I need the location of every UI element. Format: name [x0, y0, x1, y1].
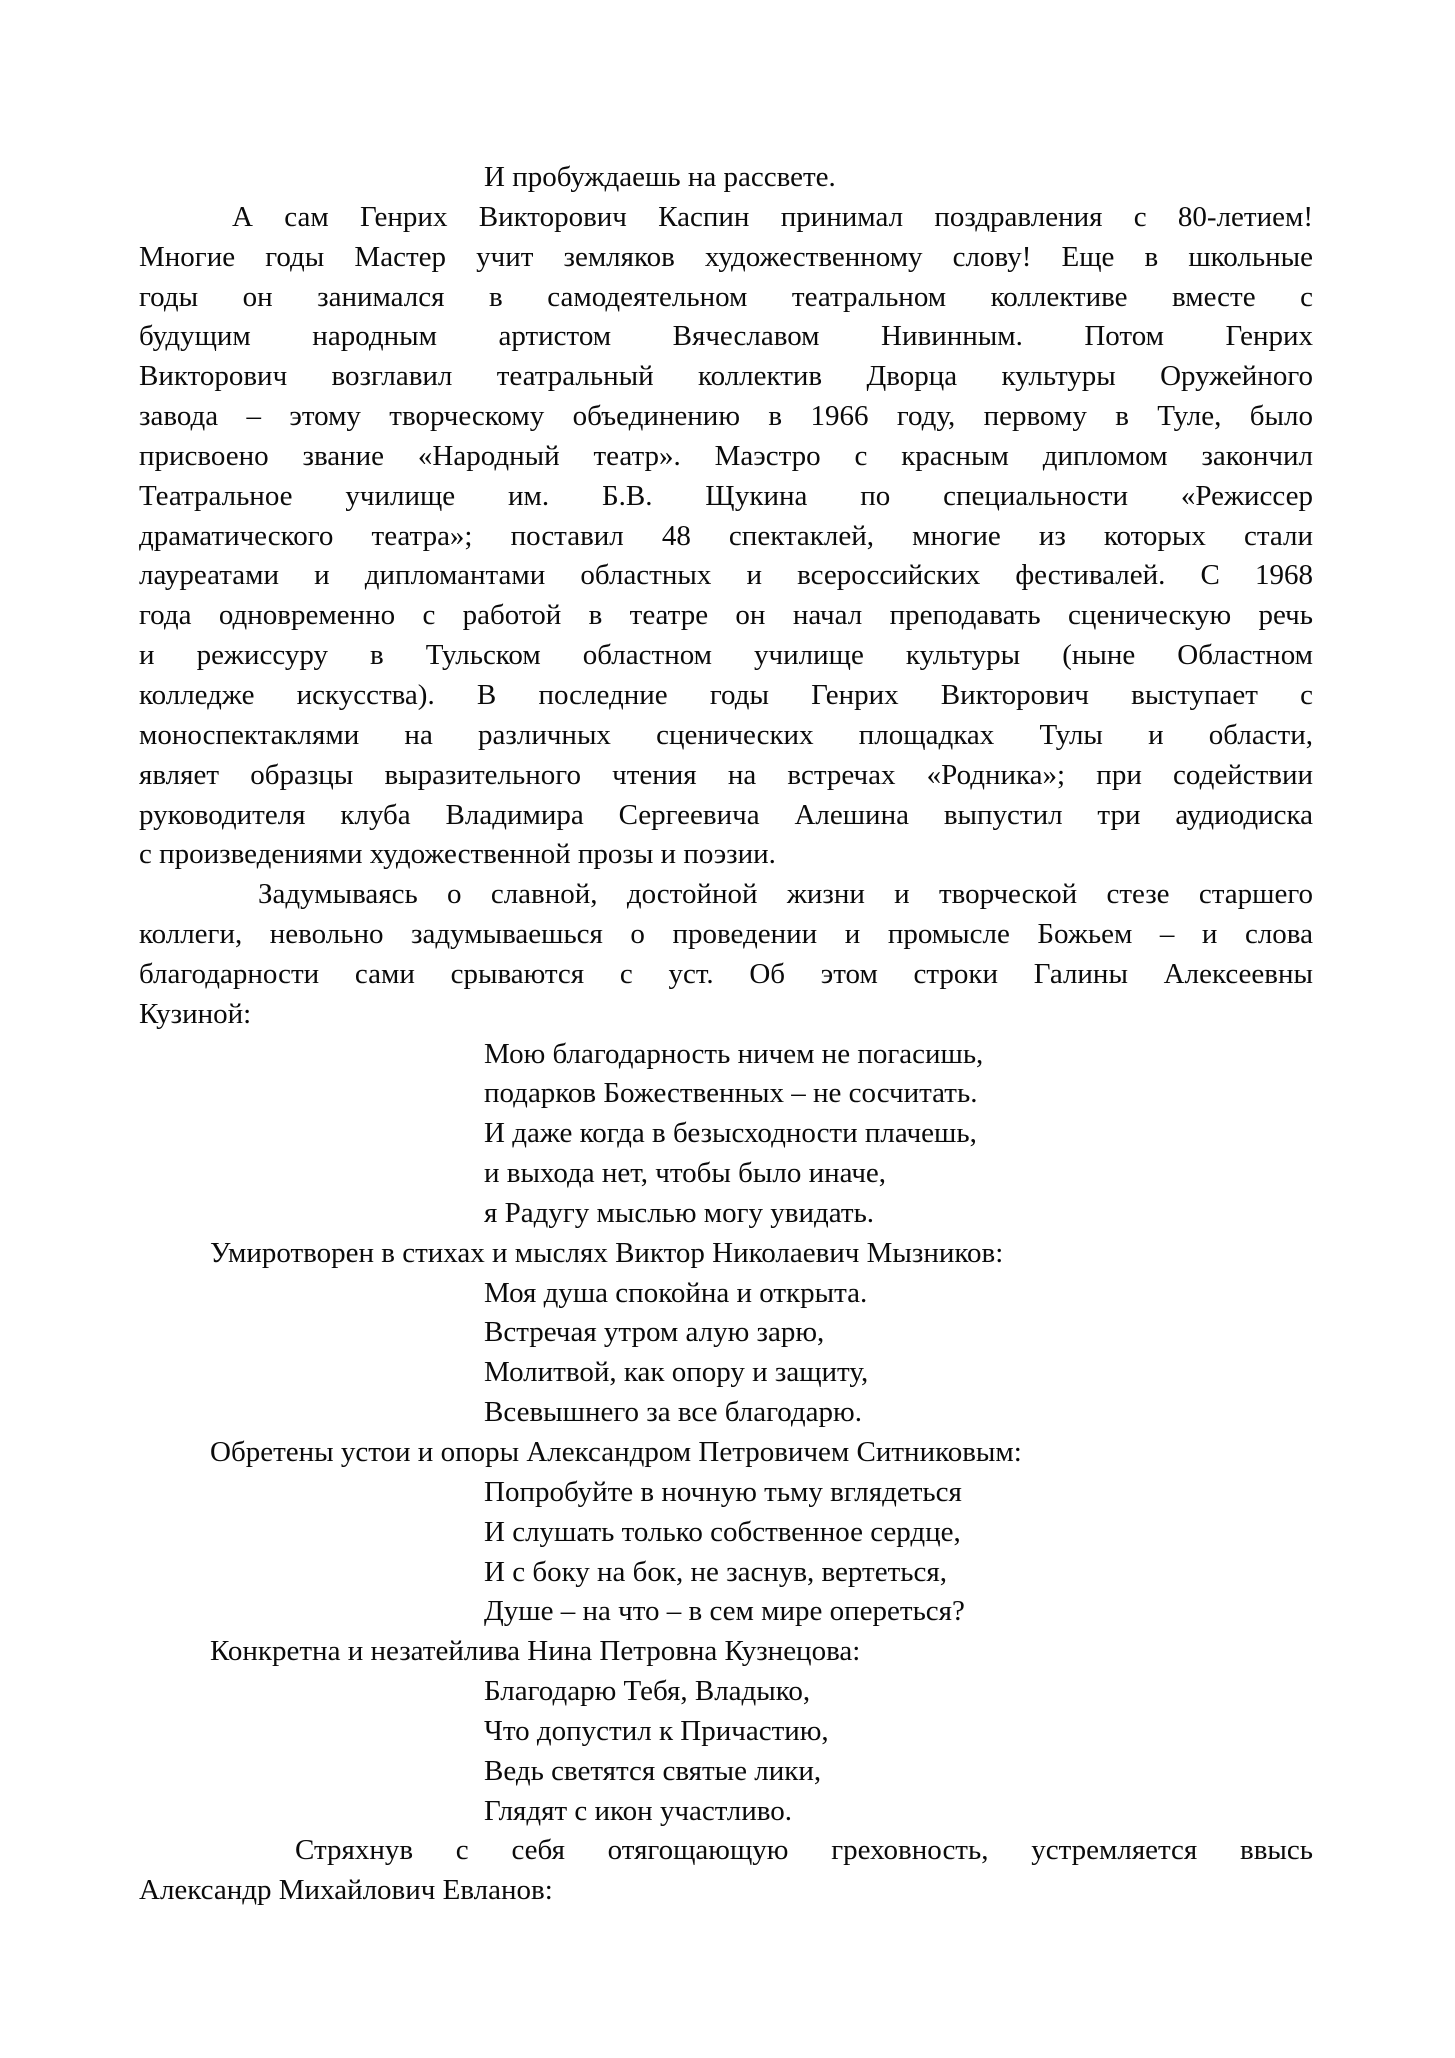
text-line: Мою благодарность ничем не погасишь,	[484, 1037, 984, 1070]
text-line: Душе – на что – в сем мире опереться?	[484, 1595, 965, 1628]
text-line: благодарности сами срываются с уст. Об этом строки Галины Алексеевны	[139, 957, 1313, 990]
text-line: Викторович возглавил театральный коллектив Дворца культуры Оружейного	[139, 360, 1313, 393]
text-line: и режиссуру в Тульском областном училище культуры (ныне Областном	[139, 639, 1313, 672]
text-line: я Радугу мыслью могу увидать.	[484, 1196, 875, 1229]
text-line: колледже искусства). В последние годы Генрих Викторович выступает с	[139, 678, 1313, 711]
text-line: Умиротворен в стихах и мыслях Виктор Николаевич Мызников:	[210, 1236, 1004, 1269]
text-line: Ведь светятся святые лики,	[484, 1754, 822, 1787]
text-line: Театральное училище им. Б.В. Щукина по специальности «Режиссер	[139, 479, 1313, 512]
text-line: Глядят с икон участливо.	[484, 1794, 792, 1827]
text-line: годы он занимался в самодеятельном театральном коллективе вместе с	[139, 280, 1313, 313]
text-line: Кузиной:	[139, 997, 252, 1030]
text-line: И с боку на бок, не заснув, вертеться,	[484, 1555, 947, 1588]
text-line: Всевышнего за все благодарю.	[484, 1396, 862, 1429]
text-line: И пробуждаешь на рассвете.	[484, 161, 836, 193]
text-line: И даже когда в безысходности плачешь,	[484, 1117, 977, 1150]
text-line: года одновременно с работой в театре он начал преподавать сценическую речь	[139, 599, 1313, 632]
text-line: будущим народным артистом Вячеславом Нивинным. Потом Генрих	[139, 320, 1313, 353]
text-line: завода – этому творческому объединению в 1966 году, первому в Туле, было	[139, 400, 1313, 433]
text-line: коллеги, невольно задумываешься о проведении и промысле Божьем – и слова	[139, 918, 1313, 951]
text-line: с произведениями художественной прозы и поэзии.	[139, 838, 776, 871]
text-line: Что допустил к Причастию,	[484, 1714, 829, 1747]
text-line: А сам Генрих Викторович Каспин принимал поздравления с 80-летием!	[232, 200, 1313, 233]
text-line: являет образцы выразительного чтения на встречах «Родника»; при содействии	[139, 758, 1313, 791]
text-line: драматического театра»; поставил 48 спектаклей, многие из которых стали	[139, 519, 1313, 552]
text-line: Конкретна и незатейлива Нина Петровна Кузнецова:	[210, 1635, 861, 1668]
text-line: присвоено звание «Народный театр». Маэстро с красным дипломом закончил	[139, 439, 1313, 472]
text-line: руководителя клуба Владимира Сергеевича Алешина выпустил три аудиодиска	[139, 798, 1313, 831]
text-line: Задумываясь о славной, достойной жизни и творческой стезе старшего	[258, 878, 1313, 911]
text-line: Благодарю Тебя, Владыко,	[484, 1675, 811, 1708]
text-line: Попробуйте в ночную тьму вглядеться	[484, 1475, 962, 1508]
text-line: Моя душа спокойна и открыта.	[484, 1276, 868, 1309]
text-line: Молитвой, как опору и защиту,	[484, 1356, 869, 1389]
text-line: лауреатами и дипломантами областных и всероссийских фестивалей. С 1968	[139, 559, 1313, 592]
text-line: моноспектаклями на различных сценических площадках Тулы и области,	[139, 718, 1313, 751]
text-line: И слушать только собственное сердце,	[484, 1515, 961, 1548]
text-line: Встречая утром алую зарю,	[484, 1316, 825, 1349]
text-line: Стряхнув с себя отягощающую греховность, устремляется ввысь	[295, 1834, 1313, 1867]
text-line: и выхода нет, чтобы было иначе,	[484, 1157, 887, 1190]
text-line: Многие годы Мастер учит земляков художественному слову! Еще в школьные	[139, 240, 1313, 273]
text-line: подарков Божественных – не сосчитать.	[484, 1077, 978, 1110]
text-block	[139, 158, 1313, 1911]
text-line: Обретены устои и опоры Александром Петровичем Ситниковым:	[210, 1436, 1022, 1468]
text-line: Александр Михайлович Евланов:	[139, 1874, 553, 1907]
